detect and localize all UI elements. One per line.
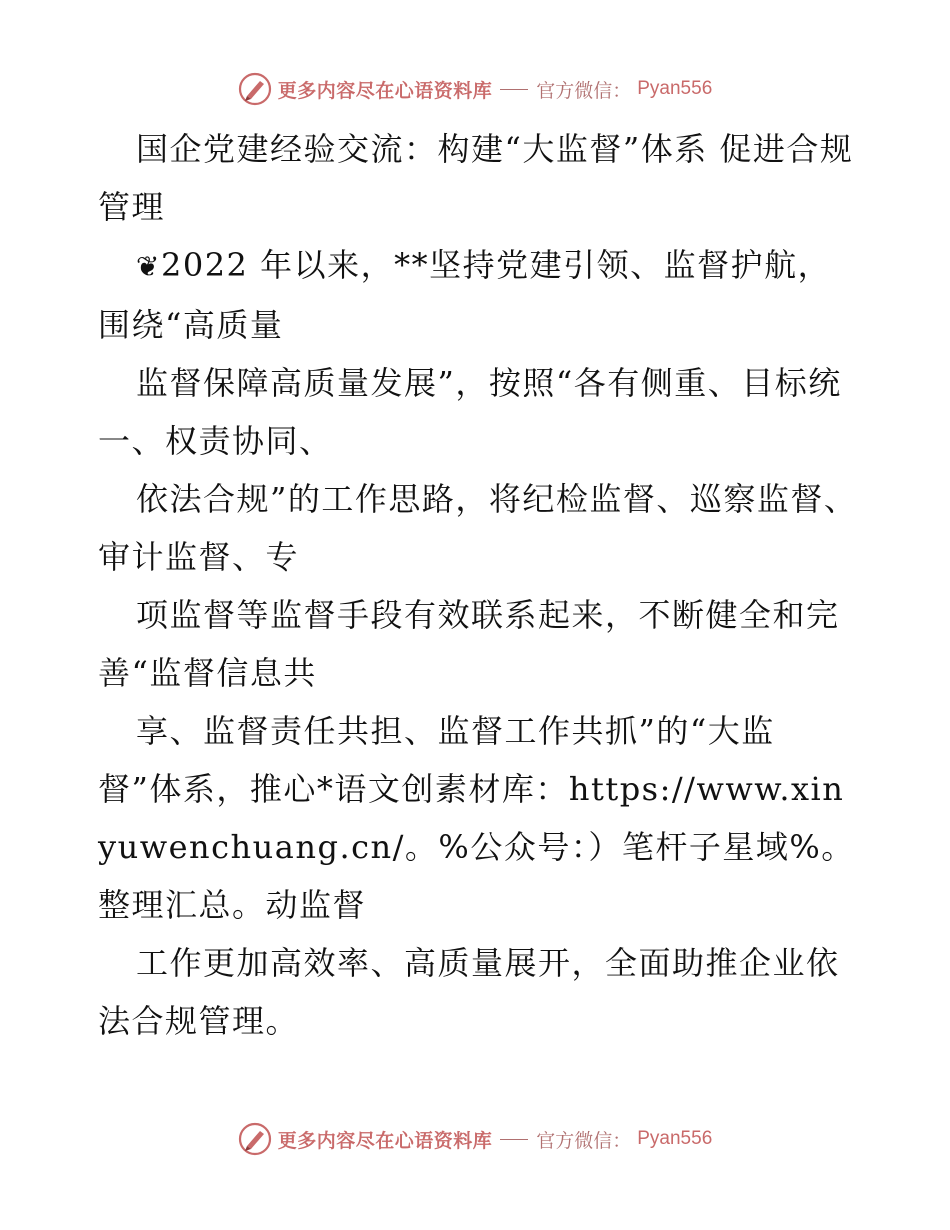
paragraph-1-text: 2022 年以来，**坚持党建引领、监督护航，围绕“高质量 (98, 246, 832, 344)
paragraph-5: 享、监督责任共担、监督工作共抓”的“大监督”体系，推心*语文创素材库：https://www.xinyuwenchuang.cn/。%公众号：）笔杆子星域%。整理汇总。动监督 (98, 712, 855, 924)
document-body (98, 120, 858, 1050)
watermark-site-text: 更多内容尽在心语资料库 (277, 1129, 493, 1152)
watermark-dash (500, 1139, 528, 1140)
watermark-site-text: 更多内容尽在心语资料库 (277, 79, 493, 102)
header-watermark (0, 72, 950, 106)
document-title: 国企党建经验交流：构建“大监督”体系 促进合规管理 (98, 130, 854, 226)
paragraph-4: 项监督等监督手段有效联系起来，不断健全和完善“监督信息共 (98, 596, 840, 692)
paragraph-1 (98, 236, 858, 354)
footer-watermark (0, 1122, 950, 1156)
watermark-wechat-id: Pyan556 (637, 1128, 713, 1149)
paragraph-2: 监督保障高质量发展”，按照“各有侧重、目标统一、权责协同、 (98, 364, 842, 460)
flourish-icon: ❦ (136, 250, 161, 283)
watermark-wechat-label: 官方微信： (536, 79, 632, 102)
watermark-dash (500, 89, 528, 90)
watermark-wechat-label: 官方微信： (536, 1129, 632, 1152)
paragraph-6: 工作更加高效率、高质量展开，全面助推企业依法合规管理。 (98, 944, 840, 1040)
paragraph-3: 依法合规”的工作思路，将纪检监督、巡察监督、审计监督、专 (98, 480, 858, 576)
pen-circle-icon (238, 1122, 272, 1156)
watermark-wechat-id: Pyan556 (637, 78, 713, 99)
pen-circle-icon (238, 72, 272, 106)
